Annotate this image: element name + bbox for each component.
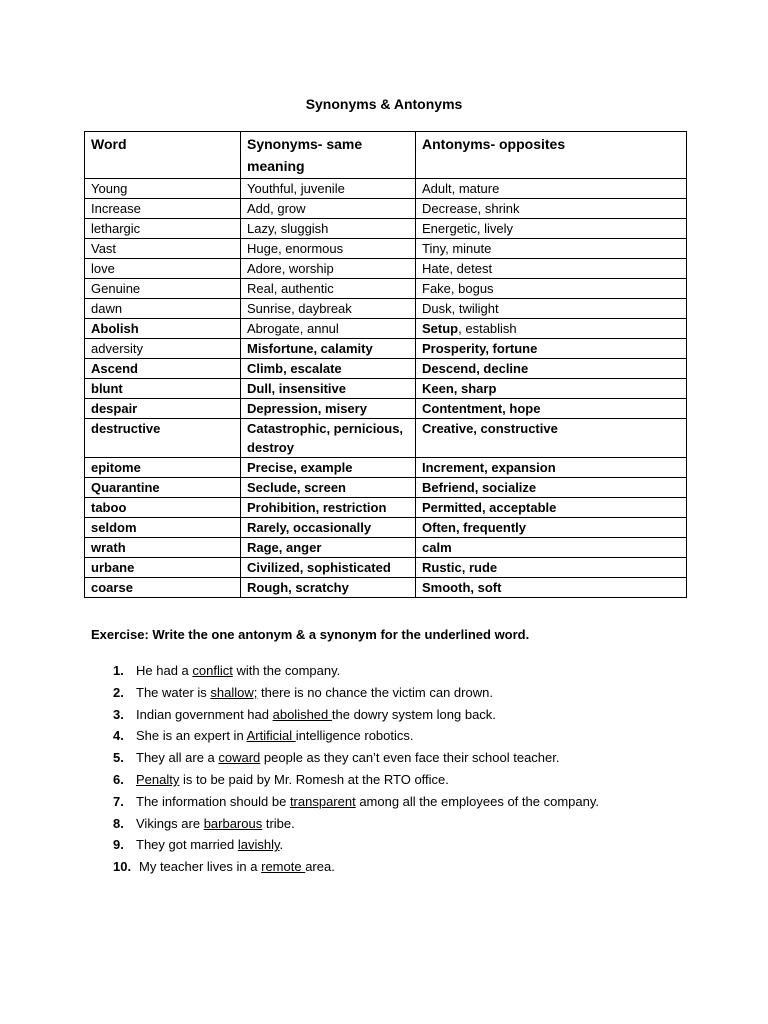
antonyms-cell: Prosperity, fortune [416,339,687,359]
table-row [85,399,687,419]
document-title: Synonyms & Antonyms [305,96,463,112]
sentence-after: people as they can’t even face their school teacher. [260,750,560,766]
table-row [85,319,687,339]
word-cell: coarse [85,578,241,598]
sentence-before: The water is [136,684,211,700]
antonyms-cell: Keen, sharp [416,379,687,399]
exercise-number: 8. [113,815,124,831]
sentence-after: is to be paid by Mr. Romesh at the RTO office. [179,771,449,787]
underlined-word: coward [218,750,261,766]
word-cell: dawn [85,299,241,319]
sentence-before: The information should be [136,793,290,809]
sentence-before: He had a [136,663,193,678]
table-row [85,219,687,239]
underlined-word: Artificial [246,728,296,744]
sentence-after: tribe. [262,815,295,831]
exercise-number: 4. [113,728,124,744]
sentence-after: there is no chance the victim can drown. [257,684,493,700]
exercise-number: 5. [113,750,124,766]
table-row [85,558,687,578]
table-row [85,379,687,399]
antonyms-cell: Fake, bogus [416,279,687,299]
table-row [85,578,687,598]
synonyms-cell: Prohibition, restriction [241,498,416,518]
antonyms-cell: Rustic, rude [416,558,687,578]
word-cell: blunt [85,379,241,399]
synonyms-cell: Seclude, screen [241,478,416,498]
word-cell: wrath [85,538,241,558]
word-cell: Ascend [85,359,241,379]
sentence-after: among all the employees of the company. [355,793,599,809]
word-cell: lethargic [85,219,241,239]
sentence-before: They got married [136,837,238,853]
underlined-word: remote [261,859,306,875]
exercise-number: 10. [113,859,132,875]
exercise-number: 6. [113,771,124,787]
exercise-number: 1. [113,663,124,678]
antonyms-cell: Contentment, hope [416,399,687,419]
sentence-before: Vikings are [136,815,204,831]
word-cell: Abolish [85,319,241,339]
synonyms-cell: Rage, anger [241,538,416,558]
word-cell: adversity [85,339,241,359]
exercise-sentence [136,834,283,856]
synonyms-cell: Sunrise, daybreak [241,299,416,319]
synonyms-cell: Huge, enormous [241,239,416,259]
table-row [85,199,687,219]
sentence-after: with the company. [232,663,341,678]
underlined-word: barbarous [203,815,263,831]
antonyms-cell: Descend, decline [416,359,687,379]
column-header-synonyms: Synonyms- same meaning [241,132,416,179]
synonyms-cell: Depression, misery [241,399,416,419]
antonyms-cell: Tiny, minute [416,239,687,259]
word-cell: destructive [85,419,241,458]
sentence-after: . [279,837,284,853]
table-row [85,518,687,538]
column-header-word: Word [85,132,241,179]
synonyms-cell: Catastrophic, pernicious, destroy [241,419,416,458]
sentence-before: She is an expert in [136,728,247,744]
exercise-sentence [136,682,493,704]
word-cell: urbane [85,558,241,578]
table-row [85,538,687,558]
exercise-sentence [139,856,335,878]
exercise-sentence [136,704,496,726]
table-row [85,239,687,259]
synonyms-cell: Civilized, sophisticated [241,558,416,578]
exercise-sentence [136,660,340,682]
word-cell: seldom [85,518,241,538]
synonyms-cell: Misfortune, calamity [241,339,416,359]
table-row [85,458,687,478]
synonyms-cell: Lazy, sluggish [241,219,416,239]
word-cell: Increase [85,199,241,219]
synonyms-cell: Dull, insensitive [241,379,416,399]
synonyms-cell: Rarely, occasionally [241,518,416,538]
table-row [85,299,687,319]
table-row [85,359,687,379]
underlined-word: abolished [272,706,332,722]
exercise-number: 2. [113,684,124,700]
word-cell: Vast [85,239,241,259]
synonyms-cell: Youthful, juvenile [241,179,416,199]
exercise-sentence [136,725,414,747]
word-cell: Genuine [85,279,241,299]
antonyms-cell: Dusk, twilight [416,299,687,319]
table-row [85,179,687,199]
synonyms-cell: Add, grow [241,199,416,219]
table-row [85,339,687,359]
antonym-rest-part: , establish [458,321,517,336]
antonyms-cell: Smooth, soft [416,578,687,598]
exercise-number: 9. [113,837,124,853]
antonyms-cell: Hate, detest [416,259,687,279]
synonyms-cell: Real, authentic [241,279,416,299]
synonyms-cell: Climb, escalate [241,359,416,379]
sentence-before: Indian government had [136,706,273,722]
exercise-heading: Exercise: Write the one antonym & a synonym for the underlined word. [91,627,530,642]
antonyms-cell: calm [416,538,687,558]
word-cell: Quarantine [85,478,241,498]
word-cell: love [85,259,241,279]
synonyms-cell: Rough, scratchy [241,578,416,598]
word-cell: taboo [85,498,241,518]
sentence-before: My teacher lives in a [139,859,262,875]
sentence-after: intelligence robotics. [295,728,414,744]
table-row [85,279,687,299]
exercise-number: 3. [113,706,124,722]
exercise-sentence [136,813,295,835]
exercise-sentence [136,747,560,769]
word-cell: Young [85,179,241,199]
antonyms-cell: Energetic, lively [416,219,687,239]
antonyms-cell: Increment, expansion [416,458,687,478]
word-cell: epitome [85,458,241,478]
antonyms-cell: Often, frequently [416,518,687,538]
column-header-antonyms: Antonyms- opposites [416,132,687,179]
antonyms-cell [416,319,687,339]
underlined-word: Penalty [136,771,180,787]
synonyms-cell: Abrogate, annul [241,319,416,339]
table-row [85,259,687,279]
antonyms-cell: Adult, mature [416,179,687,199]
underlined-word: shallow; [210,684,258,700]
word-cell: despair [85,399,241,419]
antonyms-cell: Decrease, shrink [416,199,687,219]
underlined-word: transparent [289,793,356,809]
antonyms-cell: Befriend, socialize [416,478,687,498]
exercise-sentence [136,791,599,813]
table-row [85,478,687,498]
synonyms-antonyms-table [84,131,687,598]
antonym-bold-part: Setup [422,321,459,336]
table-header-row [85,132,687,179]
sentence-after: the dowry system long back. [331,706,496,722]
sentence-after: area. [305,859,335,875]
antonyms-cell: Creative, constructive [416,419,687,458]
table-row [85,498,687,518]
synonyms-cell: Precise, example [241,458,416,478]
sentence-before: They all are a [136,750,219,766]
underlined-word: lavishly [237,837,280,853]
underlined-word: conflict [192,663,233,678]
synonyms-cell: Adore, worship [241,259,416,279]
table-row [85,419,687,458]
exercise-sentence [136,769,449,791]
antonyms-cell: Permitted, acceptable [416,498,687,518]
exercise-number: 7. [113,793,124,809]
